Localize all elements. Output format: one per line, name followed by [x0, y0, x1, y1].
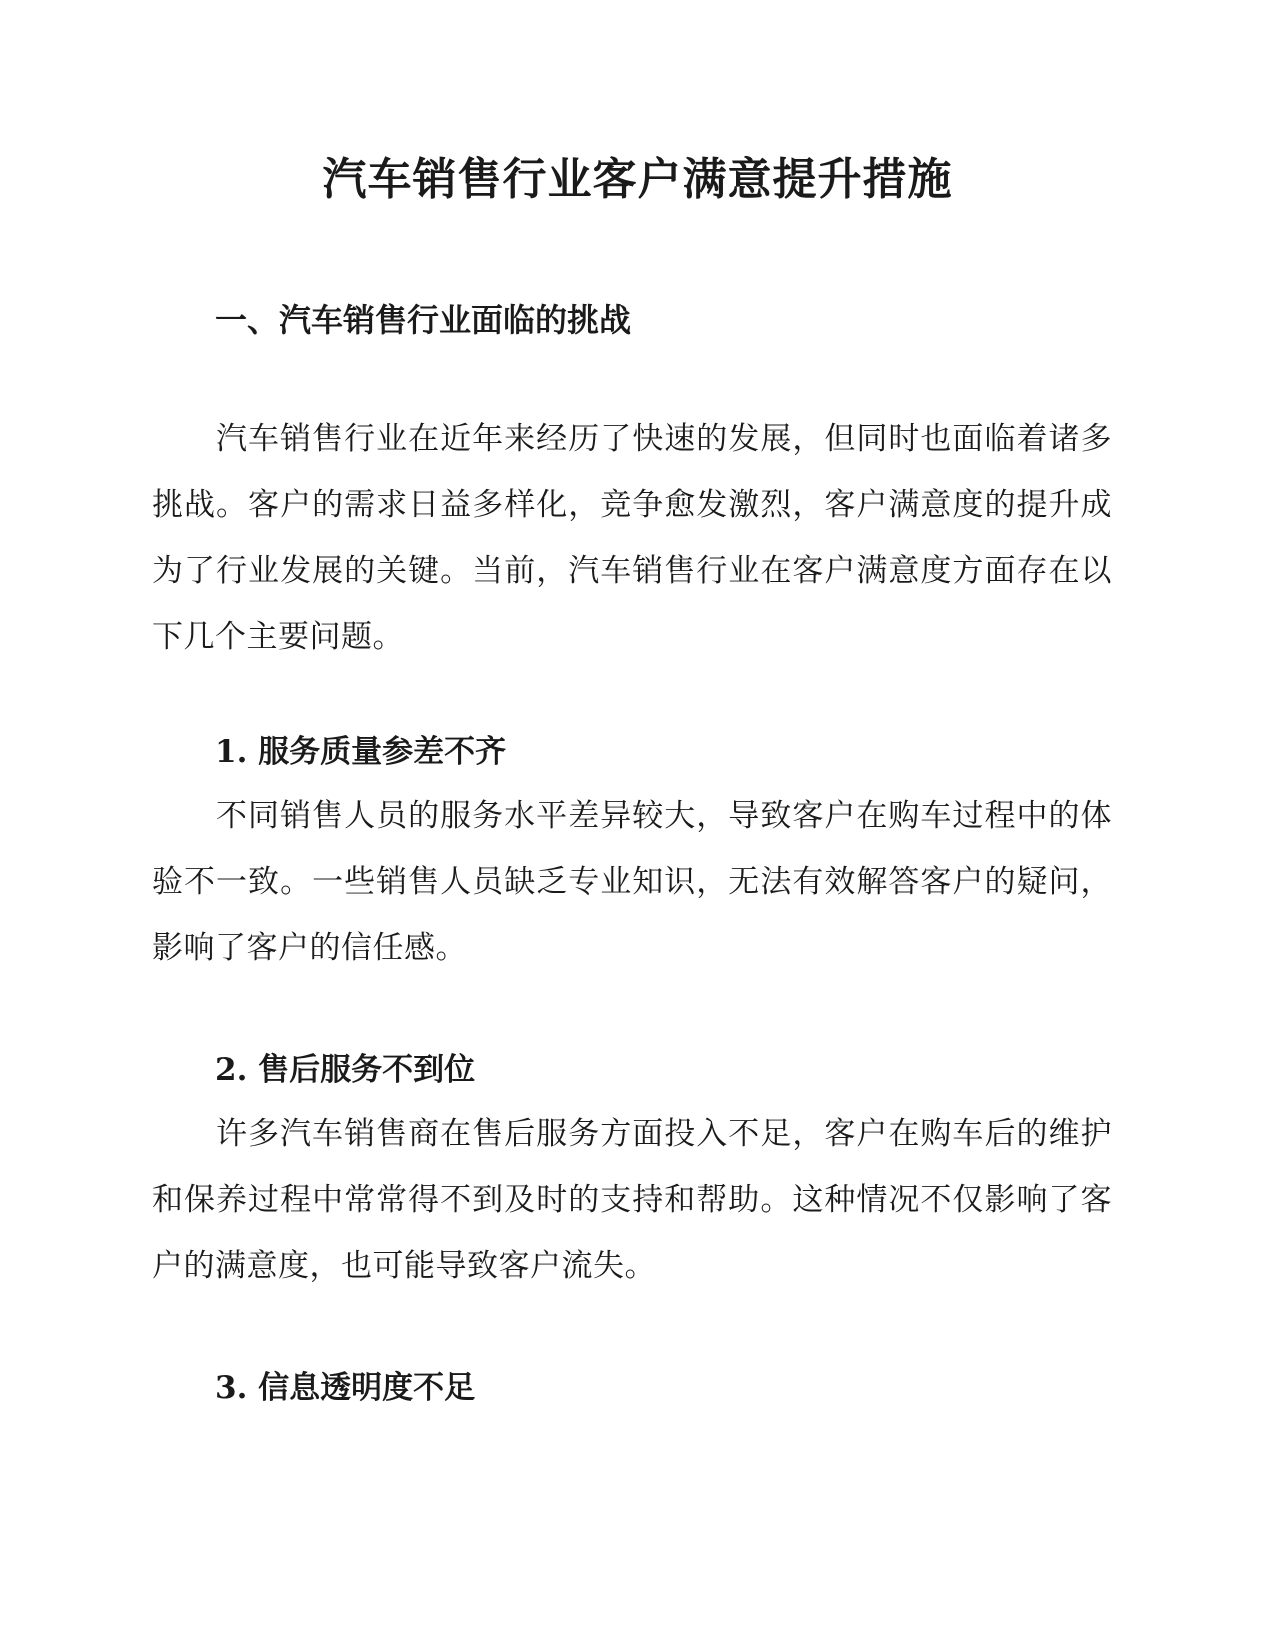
- document-title: 汽车销售行业客户满意提升措施: [322, 154, 953, 205]
- subsection-body-2: 许多汽车销售商在售后服务方面投入不足，客户在购车后的维护和保养过程中常常得不到及时的支持和帮助。这种情况不仅影响了客户的满意度，也可能导致客户流失。: [152, 1116, 1112, 1284]
- subsection-number: 1.: [215, 734, 248, 770]
- subsection-title: 售后服务不到位: [258, 1052, 476, 1088]
- subsection-heading-3: [215, 1366, 475, 1410]
- section-heading: 一、汽车销售行业面临的挑战: [215, 301, 632, 339]
- intro-paragraph: 汽车销售行业在近年来经历了快速的发展，但同时也面临着诸多挑战。客户的需求日益多样化，竞争愈发激烈，客户满意度的提升成为了行业发展的关键。当前，汽车销售行业在客户满意度方面存在以下几个主要问题。: [152, 421, 1112, 655]
- subsection-heading-2: [215, 1048, 475, 1092]
- subsection-title: 信息透明度不足: [258, 1370, 476, 1406]
- subsection-number: 3.: [215, 1370, 248, 1406]
- subsection-title: 服务质量参差不齐: [258, 734, 507, 770]
- subsection-number: 2.: [215, 1052, 248, 1088]
- subsection-heading-1: [215, 730, 506, 774]
- subsection-body-1: 不同销售人员的服务水平差异较大，导致客户在购车过程中的体验不一致。一些销售人员缺乏专业知识，无法有效解答客户的疑问，影响了客户的信任感。: [152, 798, 1112, 966]
